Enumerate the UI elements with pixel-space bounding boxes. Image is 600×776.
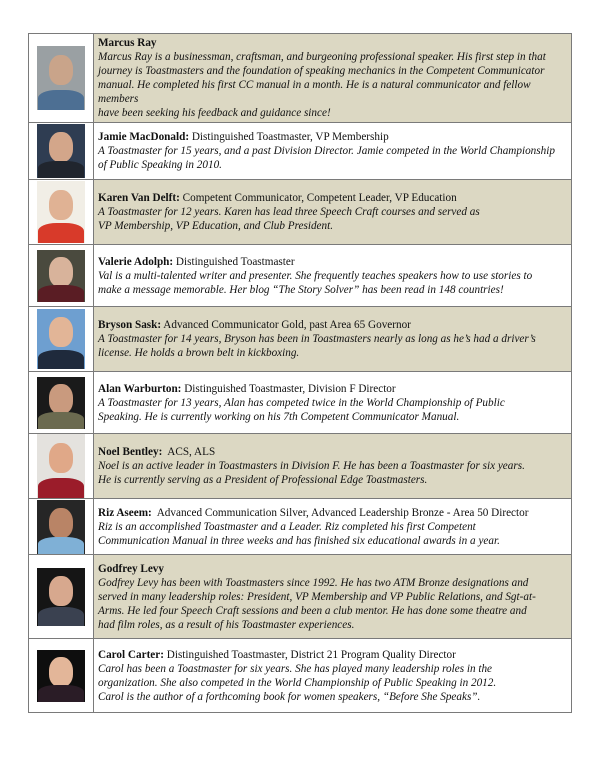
member-photo <box>37 377 85 429</box>
bio-line: Val is a multi-talented writer and presenter. She frequently teaches speakers how to use stories to <box>98 269 533 282</box>
member-bio-cell <box>94 307 572 372</box>
member-name: Valerie Adolph: <box>98 255 174 268</box>
member-name: Noel Bentley: <box>98 446 163 458</box>
bio-line: Godfrey Levy has been with Toastmasters since 1992. He has two ATM Bronze designations and <box>98 576 529 589</box>
bio-line: served in many leadership roles: President, VP Membership and VP Public Relations, and Sgt-at- <box>98 590 536 603</box>
member-bio-cell <box>94 245 572 307</box>
member-title: Competent Communicator, Competent Leader, VP Education <box>179 192 457 204</box>
member-photo <box>37 181 85 243</box>
bio-line: A Toastmaster for 14 years, Bryson has been in Toastmasters nearly as long as he’s had a driver’s <box>98 333 536 345</box>
member-name: Marcus Ray <box>98 37 157 49</box>
member-heading <box>98 445 567 459</box>
member-heading <box>98 318 567 332</box>
member-name: Jamie MacDonald: <box>98 131 190 143</box>
member-row <box>29 372 572 434</box>
member-photo-cell <box>29 639 94 713</box>
member-heading <box>98 191 567 205</box>
bio-line: A Toastmaster for 15 years, and a past Division Director. Jamie competed in the World Championship <box>98 145 555 157</box>
member-photo-cell <box>29 245 94 307</box>
bio-line: organization. She also competed in the World Championship of Public Speaking in 2012. <box>98 676 497 689</box>
member-photo <box>37 434 85 498</box>
bio-line: He is currently serving as a President of Professional Edge Toastmasters. <box>98 474 428 486</box>
bio-line: journey is Toastmasters and the foundation of speaking mechanics in the Competent Communicator <box>98 65 545 77</box>
member-photo <box>37 650 85 702</box>
member-heading <box>98 36 567 50</box>
member-bio-cell <box>94 372 572 434</box>
member-name: Godfrey Levy <box>98 562 164 575</box>
member-name: Carol Carter: <box>98 648 164 661</box>
member-name: Karen Van Delft: <box>98 192 180 204</box>
member-bio-cell <box>94 499 572 555</box>
member-photo-cell <box>29 123 94 180</box>
member-photo <box>37 500 85 554</box>
member-heading <box>98 648 567 662</box>
bio-line: have been seeking his feedback and guidance since! <box>98 107 331 119</box>
member-row <box>29 245 572 307</box>
member-photo <box>37 250 85 302</box>
member-bio-table <box>28 33 572 713</box>
member-title: Distinguished Toastmaster, Division F Director <box>181 382 396 395</box>
member-row <box>29 180 572 245</box>
bio-line: Communication Manual in three weeks and has finished six educational awards in a year. <box>98 534 500 547</box>
member-bio-cell <box>94 34 572 123</box>
member-title: Advanced Communication Silver, Advanced Leadership Bronze - Area 50 Director <box>151 506 529 519</box>
member-heading <box>98 562 567 576</box>
bio-line: Carol is the author of a forthcoming book for women speakers, “Before She Speaks”. <box>98 690 481 703</box>
member-row <box>29 434 572 499</box>
member-photo-cell <box>29 372 94 434</box>
member-photo-cell <box>29 180 94 245</box>
member-photo-cell <box>29 555 94 639</box>
member-title: Distinguished Toastmaster, District 21 Program Quality Director <box>163 648 456 661</box>
member-heading <box>98 130 567 144</box>
member-row <box>29 639 572 713</box>
member-heading <box>98 382 567 396</box>
member-bio-cell <box>94 180 572 245</box>
member-name: Bryson Sask: <box>98 319 162 331</box>
bio-line: had film roles, as a result of his Toastmaster experiences. <box>98 618 355 631</box>
member-row <box>29 555 572 639</box>
member-row <box>29 499 572 555</box>
member-title: Advanced Communicator Gold, past Area 65 Governor <box>161 319 411 331</box>
bio-line: Carol has been a Toastmaster for six years. She has played many leadership roles in the <box>98 662 493 675</box>
member-photo <box>37 568 85 626</box>
member-row <box>29 123 572 180</box>
member-photo <box>37 309 85 369</box>
member-bio-cell <box>94 434 572 499</box>
bio-line: Arms. He led four Speech Craft sessions and been a club mentor. He has done some theatre and <box>98 604 527 617</box>
bio-line: A Toastmaster for 12 years. Karen has lead three Speech Craft courses and served as <box>98 206 480 218</box>
member-photo-cell <box>29 34 94 123</box>
bio-line: Noel is an active leader in Toastmasters in Division F. He has been a Toastmaster for six years. <box>98 460 525 472</box>
bio-line: of Public Speaking in 2010. <box>98 159 222 171</box>
member-title: ACS, ALS <box>162 446 216 458</box>
member-name: Riz Aseem: <box>98 506 152 519</box>
member-title: Distinguished Toastmaster <box>173 255 295 268</box>
member-title: Distinguished Toastmaster, VP Membership <box>189 131 389 143</box>
bio-line: license. He holds a brown belt in kickboxing. <box>98 347 300 359</box>
member-bio-cell <box>94 555 572 639</box>
member-bio-cell <box>94 123 572 180</box>
member-photo <box>37 46 85 110</box>
bio-line: A Toastmaster for 13 years, Alan has competed twice in the World Championship of Public <box>98 396 505 409</box>
member-heading <box>98 506 567 520</box>
member-bio-cell <box>94 639 572 713</box>
bio-line: make a message memorable. Her blog “The Story Solver” has been read in 148 countries! <box>98 283 504 296</box>
member-row <box>29 307 572 372</box>
bio-line: Riz is an accomplished Toastmaster and a Leader. Riz completed his first Competent <box>98 520 476 533</box>
bio-line: manual. He completed his first CC manual in a month. He is a natural communicator and fellow members <box>98 79 531 105</box>
member-photo-cell <box>29 499 94 555</box>
bio-line: VP Membership, VP Education, and Club President. <box>98 220 334 232</box>
bio-line: Marcus Ray is a businessman, craftsman, and burgeoning professional speaker. His first step in that <box>98 51 546 63</box>
bio-line: Speaking. He is currently working on his 7th Competent Communicator Manual. <box>98 410 460 423</box>
member-name: Alan Warburton: <box>98 382 182 395</box>
member-photo-cell <box>29 307 94 372</box>
member-heading <box>98 255 567 269</box>
member-photo-cell <box>29 434 94 499</box>
member-photo <box>37 124 85 178</box>
member-row <box>29 34 572 123</box>
